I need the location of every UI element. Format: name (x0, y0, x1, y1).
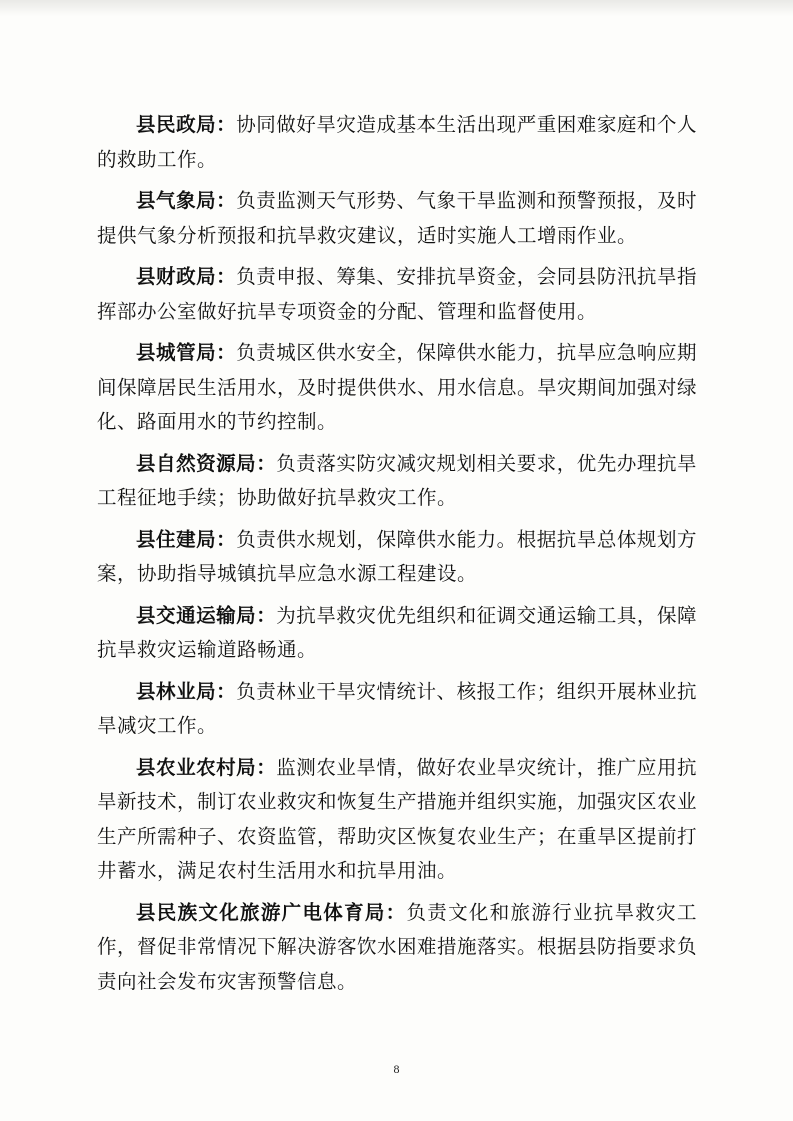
department-name: 县城管局： (136, 341, 237, 364)
scan-top-edge (0, 0, 793, 16)
department-duty: 负责申报、筹集、安排抗旱资金，会同县防汛抗旱指挥部办公室做好抗旱专项资金的分配、管理和监督使用。 (97, 265, 697, 323)
department-name: 县自然资源局： (136, 451, 277, 475)
department-name: 县住建局： (136, 527, 237, 551)
department-duty: 负责文化和旅游行业抗旱救灾工作，督促非常情况下解决游客饮水困难措施落实。根据县防指要求负责向社会发布灾害预警信息。 (97, 900, 698, 993)
department-name: 县交通运输局： (136, 603, 277, 627)
department-name: 县民族文化旅游广电体育局： (136, 900, 407, 924)
department-duty: 监测农业旱情，做好农业旱灾统计，推广应用抗旱新技术，制订农业救灾和恢复生产措施并组织实施，加强灾区农业生产所需种子、农资监管，帮助灾区恢复农业生产；在重旱区提前打井蓄水，满足农村生活用水和抗旱用油。 (97, 755, 698, 882)
document-body (97, 108, 697, 1006)
department-name: 县民政局： (136, 113, 237, 136)
department-duty: 负责城区供水安全，保障供水能力，抗旱应急响应期间保障居民生活用水，及时提供供水、用水信息。旱灾期间加强对绿化、路面用水的节约控制。 (97, 341, 698, 433)
paragraph-urban-management (97, 336, 697, 440)
paragraph-meteorology (97, 184, 697, 253)
paragraph-transport (97, 599, 697, 668)
paragraph-natural-resources (97, 447, 697, 516)
page-number: 8 (393, 1062, 400, 1076)
department-duty: 负责供水规划，保障供水能力。根据抗旱总体规划方案，协助指导城镇抗旱应急水源工程建设。 (97, 527, 697, 585)
department-duty: 负责落实防灾减灾规划相关要求，优先办理抗旱工程征地手续；协助做好抗旱救灾工作。 (97, 451, 697, 509)
department-duty: 负责监测天气形势、气象干旱监测和预警预报，及时提供气象分析预报和抗旱救灾建议，适时实施人工增雨作业。 (97, 189, 697, 247)
paragraph-forestry (97, 675, 697, 744)
department-name: 县财政局： (136, 265, 237, 288)
paragraph-finance (97, 260, 697, 329)
department-name: 县林业局： (136, 679, 237, 703)
department-duty: 协同做好旱灾造成基本生活出现严重困难家庭和个人的救助工作。 (97, 113, 697, 171)
paragraph-housing-construction (97, 523, 697, 592)
department-name: 县气象局： (136, 189, 237, 212)
department-duty: 为抗旱救灾优先组织和征调交通运输工具，保障抗旱救灾运输道路畅通。 (97, 603, 697, 661)
paragraph-civil-affairs (97, 108, 697, 177)
paragraph-agriculture (97, 751, 697, 889)
paragraph-culture-tourism (97, 896, 697, 1000)
department-duty: 负责林业干旱灾情统计、核报工作；组织开展林业抗旱减灾工作。 (97, 679, 697, 737)
department-name: 县农业农村局： (136, 755, 277, 779)
